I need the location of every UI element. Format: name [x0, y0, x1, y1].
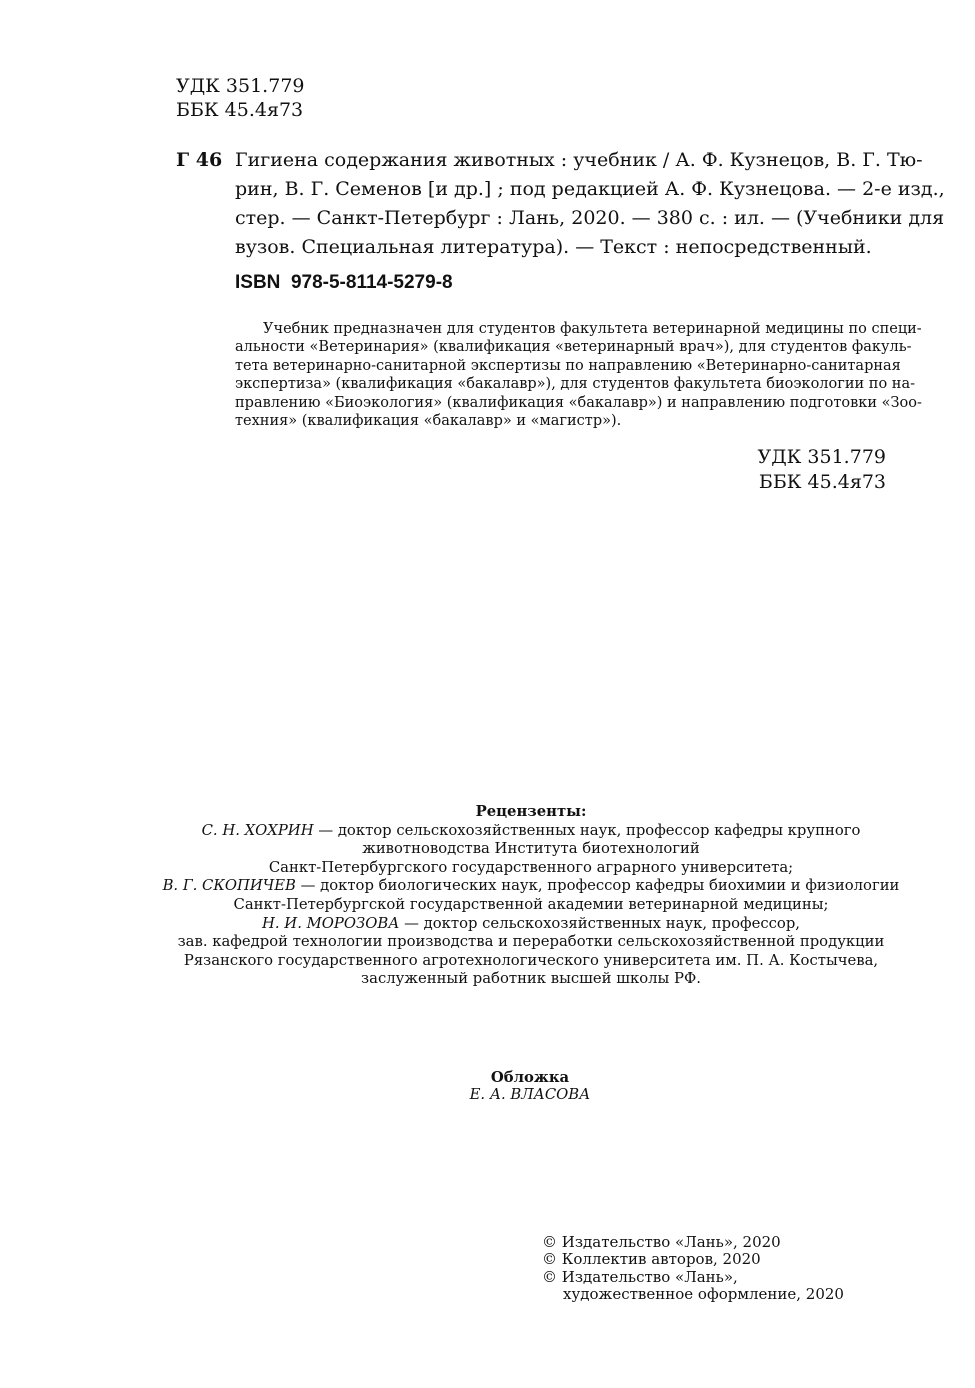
reviewer-line: заслуженный работник высшей школы РФ. — [361, 970, 701, 988]
biblio-line: Гигиена содержания животных : учебник / А. Ф. Кузнецов, В. Г. Тю- — [235, 149, 923, 171]
bottom-udk-code: УДК 351.779 — [757, 446, 886, 468]
bottom-classification-codes — [758, 445, 887, 495]
biblio-line: рин, В. Г. Семенов [и др.] ; под редакцией А. Ф. Кузнецова. — 2-е изд., — [235, 178, 945, 200]
reviewer-line: Санкт-Петербургского государственного аграрного университета; — [268, 858, 794, 876]
copyright-line: © Издательство «Лань», 2020 — [542, 1233, 781, 1251]
annotation-line: экспертиза» (квалификация «бакалавр»), для студентов факультета биоэкологии по на- — [235, 376, 915, 393]
reviewer-info: — доктор биологических наук, профессор кафедры биохимии и физиологии — [295, 877, 900, 895]
annotation-line: техния» (квалификация «бакалавр» и «магистр»). — [235, 413, 622, 430]
top-classification-codes — [176, 74, 305, 122]
reviewer-line: Санкт-Петербургской государственной академии ветеринарной медицины; — [233, 895, 829, 913]
reviewer-line — [120, 822, 942, 841]
reviewer-line: Рязанского государственного агротехнологического университета им. П. А. Костычева, — [183, 951, 879, 969]
author-sign: Г 46 — [176, 149, 223, 171]
bibliographic-description — [235, 146, 945, 262]
copyright-line: художественное оформление, 2020 — [563, 1284, 844, 1303]
cover-credit — [380, 1069, 680, 1103]
biblio-line: стер. — Санкт-Петербург : Лань, 2020. — 380 с. : ил. — (Учебники для — [235, 207, 945, 229]
annotation-line: Учебник предназначен для студентов факультета ветеринарной медицины по специ- — [263, 321, 922, 337]
reviewer-line — [120, 877, 942, 896]
reviewer-info: — доктор сельскохозяйственных наук, профессор, — [399, 914, 801, 932]
bibliographic-record — [176, 146, 945, 262]
reviewer-info: — доктор сельскохозяйственных наук, профессор кафедры крупного — [313, 821, 861, 839]
top-udk-code: УДК 351.779 — [176, 75, 305, 97]
annotation-line: тета ветеринарно-санитарной экспертизы по направлению «Ветеринарно-санитарная — [235, 357, 901, 374]
isbn: ISBN 978-5-8114-5279-8 — [235, 272, 453, 293]
reviewer-line: животноводства Института биотехнологий — [362, 840, 700, 858]
annotation-line: правлению «Биоэкология» (квалификация «бакалавр») и направлению подготовки «Зоо- — [235, 394, 922, 411]
top-bbk-code: ББК 45.4я73 — [176, 99, 304, 121]
reviewer-line: зав. кафедрой технологии производства и переработки сельскохозяйственной продукции — [177, 933, 885, 951]
reviewer-line — [120, 915, 942, 934]
reviewer-name: С. Н. ХОХРИН — [201, 821, 314, 839]
biblio-line: вузов. Специальная литература). — Текст : непосредственный. — [235, 236, 872, 258]
cover-designer: Е. А. ВЛАСОВА — [469, 1086, 591, 1103]
copyright-line: © Издательство «Лань», — [542, 1267, 738, 1286]
reviewer-name: В. Г. СКОПИЧЕВ — [162, 877, 296, 895]
copyright-block — [542, 1234, 844, 1303]
annotation — [235, 320, 922, 430]
reviewers-section — [120, 803, 942, 989]
cover-title: Обложка — [490, 1069, 570, 1086]
reviewer-name: Н. И. МОРОЗОВА — [261, 914, 400, 932]
annotation-line: альности «Ветеринария» (квалификация «ветеринарный врач»), для студентов факуль- — [235, 339, 912, 356]
reviewers-title: Рецензенты: — [475, 803, 587, 820]
copyright-line: © Коллектив авторов, 2020 — [542, 1250, 761, 1269]
bottom-bbk-code: ББК 45.4я73 — [758, 471, 886, 493]
